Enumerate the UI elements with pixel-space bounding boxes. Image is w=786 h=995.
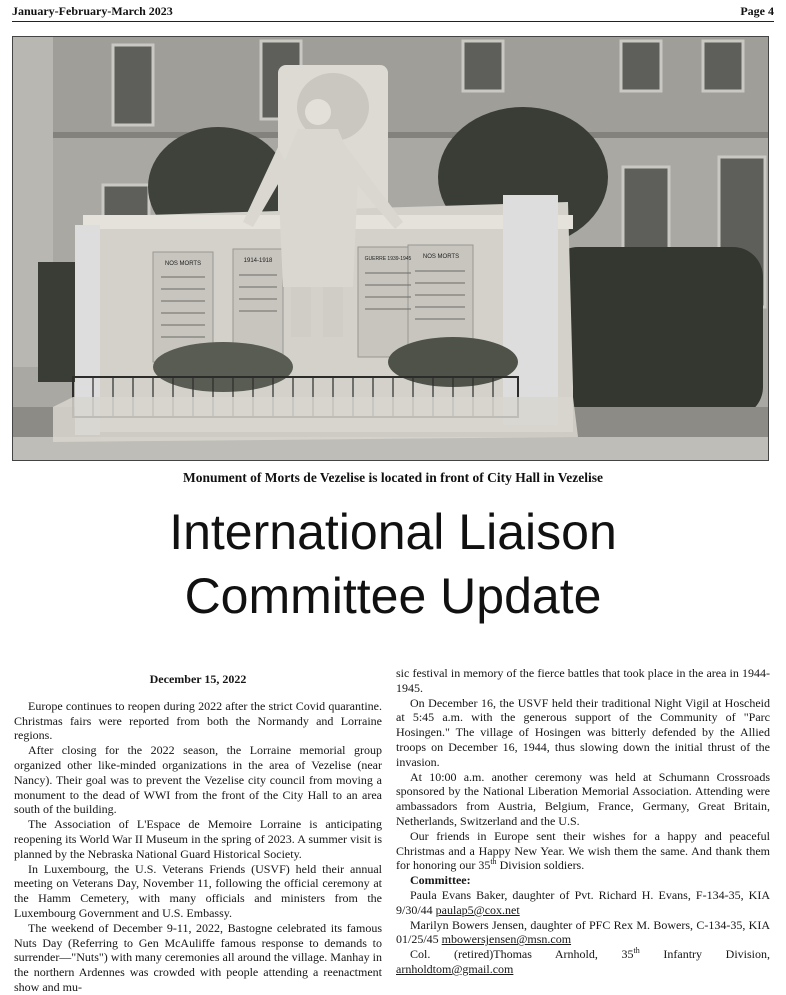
header-rule [12, 21, 774, 22]
member-1-text: Paula Evans Baker, daughter of Pvt. Richard H. Evans, F-134-35, KIA 9/30/44 [396, 887, 770, 917]
committee-member-1 [396, 888, 770, 918]
paragraph-5: The weekend of December 9-11, 2022, Bastogne celebrated its famous Nuts Day (Referring to Gen McAuliffe famous response to demands to surrender—"Nuts") with many ceremonies all around the village. Manhay in the northern Ardennes was crowded with people attending a reenactment show and mu- [14, 920, 382, 994]
paragraph-9-end: Division soldiers. [496, 858, 585, 873]
member-3-text-b: Infantry Division, [639, 947, 770, 962]
member-2-email-link[interactable]: mbowersjensen@msn.com [441, 932, 572, 947]
paragraph-7: On December 16, the USVF held their traditional Night Vigil at Hoscheid at 5:45 a.m. with the generous support of the Community of "Parc Hosingen." The village of Hosingen was bitterly defended by the Allied troops on December 16, 1944, thus slowing down the initial thrust of the invasion. [396, 695, 770, 769]
article-column-left [14, 672, 382, 995]
member-3-text: Col. (retired)Thomas Arnhold, 35 [410, 947, 634, 962]
paragraph-9-text: Our friends in Europe sent their wishes for a happy and peaceful Christmas and a Happy New Year. We wish them the same. And thank them for honoring our 35 [396, 828, 770, 873]
headline-line-2: Committee Update [184, 568, 602, 624]
member-2-text: Marilyn Bowers Jensen, daughter of PFC Rex M. Bowers, C-134-35, KIA 01/25/45 [396, 917, 770, 947]
article-column-right [396, 666, 770, 977]
committee-label: Committee: [410, 873, 471, 888]
paragraph-2: After closing for the 2022 season, the Lorraine memorial group organized other like-minded organizations in the area of Vezelise (near Nancy). Their goal was to prevent the Vezelise city council from moving a monument to the dead of WWI from the front of the City Hall to an area south of the building. [14, 743, 382, 817]
paragraph-9 [396, 829, 770, 873]
paragraph-4: In Luxembourg, the U.S. Veterans Friends (USVF) held their annual meeting on Veterans Day, November 11, following the official ceremony at the Hamm Cemetery, with many officials and ministers from the Luxembourg Government and U.S. Embassy. [14, 861, 382, 920]
headline [0, 500, 786, 628]
paragraph-9-sup: th [490, 857, 497, 867]
paragraph-3: The Association of L'Espace de Memoire Lorraine is anticipating reopening its World War II Museum in the spring of 2023. A summer visit is planned by the Nebraska National Guard Historical Society. [14, 817, 382, 861]
committee-member-2 [396, 918, 770, 948]
page-header [12, 2, 774, 20]
monument-photo [12, 36, 769, 461]
plaque-2-heading: 1914-1918 [243, 258, 273, 264]
page-number: Page 4 [740, 4, 774, 18]
member-3-email-link[interactable]: arnholdtom@gmail.com [396, 961, 514, 976]
committee-member-3 [396, 947, 770, 977]
plaque-3-heading: GUERRE 1939-1945 [364, 256, 412, 262]
member-3-sup: th [633, 946, 640, 956]
article-date: December 15, 2022 [149, 672, 247, 686]
paragraph-6: sic festival in memory of the fierce battles that took place in the area in 1944-1945. [396, 666, 770, 695]
paragraph-1: Europe continues to reopen during 2022 after the strict Covid quarantine. Christmas fairs were reported from both the Normandy and Lorraine regions. [14, 698, 382, 743]
member-1-email-link[interactable]: paulap5@cox.net [435, 902, 520, 917]
issue-date: January-February-March 2023 [12, 4, 173, 18]
headline-line-1: International Liaison [169, 504, 617, 560]
plaque-1-heading: NOS MORTS [164, 261, 202, 267]
paragraph-8: At 10:00 a.m. another ceremony was held at Schumann Crossroads sponsored by the National Liberation Memorial Association. Attending were ambassadors from Austria, Belgium, France, Germany, Great Britain, Netherlands, Switzerland and the U.S. [396, 769, 770, 828]
plaque-4-heading: NOS MORTS [422, 254, 460, 260]
photo-caption: Monument of Morts de Vezelise is located in front of City Hall in Vezelise [182, 470, 604, 485]
